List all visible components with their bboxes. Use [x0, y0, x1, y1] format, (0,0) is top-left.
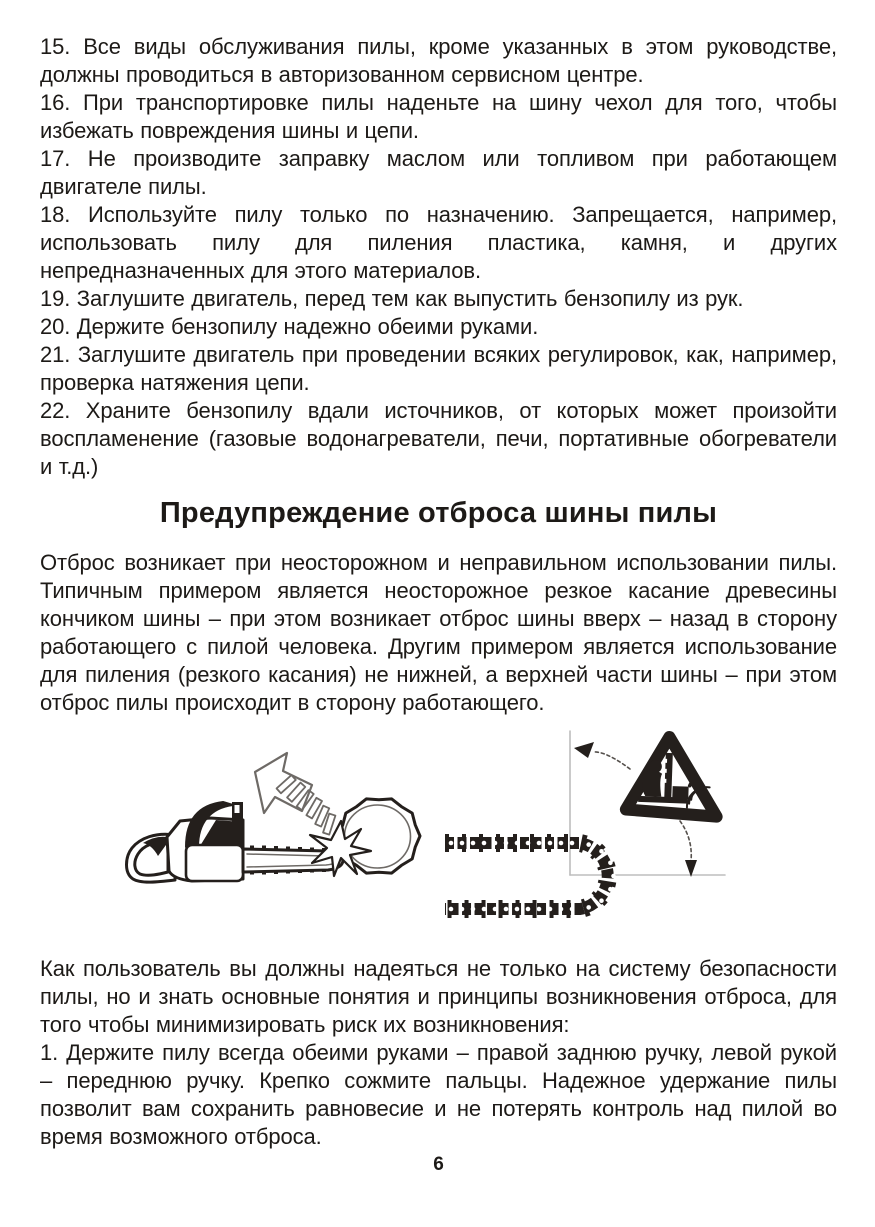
chainsaw-kickback-icon — [127, 753, 421, 882]
user-note-paragraph: Как пользователь вы должны надеяться не только на систему безопасности пилы, но и знать основные понятия и принципы возникновения отброса, для того чтобы минимизировать риск их возникновения: — [40, 956, 837, 1037]
kickback-direction-arrow-left — [593, 752, 630, 769]
kickback-illustration-canvas — [40, 727, 835, 947]
safety-item-22: 22. Храните бензопилу вдали источников, от которых может произойти воспламенение (газовые водонагреватели, печи, портативные обогреватели и т.д.) — [40, 398, 837, 479]
kickback-illustration — [40, 727, 837, 949]
section-heading: Предупреждение отброса шины пилы — [159, 497, 718, 529]
safety-item-16: 16. При транспортировке пилы наденьте на шину чехол для того, чтобы избежать повреждения шины и цепи. — [40, 90, 837, 143]
safety-item-21: 21. Заглушите двигатель при проведении всяких регулировок, как, например, проверка натяжения цепи. — [40, 342, 837, 395]
page-number: 6 — [433, 1154, 444, 1175]
kickback-intro-paragraph: Отброс возникает при неосторожном и неправильном использовании пилы. Типичным примером является неосторожное резкое касание древесины кончиком шины – при этом возникает отброс шины вверх – назад в сторону работающего с пилой человека. Другим примером является использование для пиления (резкого касания) не нижней, а верхней части шины – при этом отброс пилы происходит в сторону работающего. — [40, 550, 837, 715]
rule-1-paragraph: 1. Держите пилу всегда обеими руками – правой заднюю ручку, левой рукой – переднюю ручку. Крепко сожмите пальцы. Надежное удержание пилы позволит вам сохранить равновесие и не потерять контроль над пилой во время возможного отброса. — [40, 1040, 837, 1149]
safety-item-18: 18. Используйте пилу только по назначению. Запрещается, например, использовать пилу для пиления пластика, камня, и других непредназначенных для этого материалов. — [40, 202, 837, 283]
safety-item-15: 15. Все виды обслуживания пилы, кроме указанных в этом руководстве, должны проводиться в авторизованном сервисном центре. — [40, 34, 837, 87]
safety-item-19: 19. Заглушите двигатель, перед тем как выпустить бензопилу из рук. — [40, 286, 744, 311]
bar-nose-warning-icon — [445, 731, 725, 911]
safety-item-17: 17. Не производите заправку маслом или топливом при работающем двигателе пилы. — [40, 146, 837, 199]
warning-triangle-icon — [626, 736, 720, 817]
kickback-direction-arrow-down — [680, 821, 691, 861]
chain-loop-icon — [445, 843, 608, 909]
safety-item-20: 20. Держите бензопилу надежно обеими руками. — [40, 314, 539, 339]
